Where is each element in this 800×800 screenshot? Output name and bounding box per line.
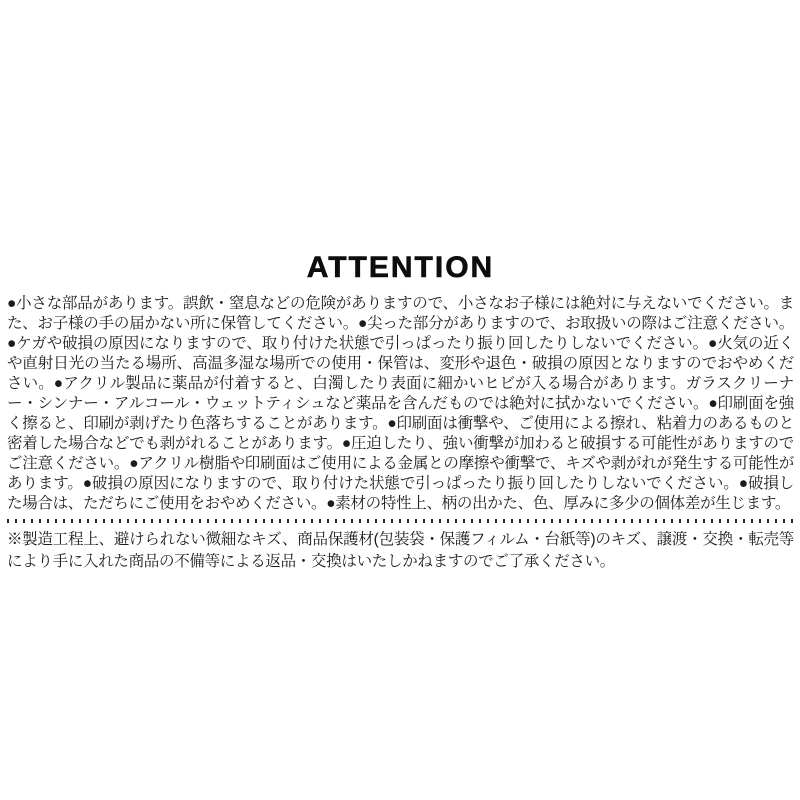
dotted-divider: [7, 519, 794, 523]
warning-bullet-text: ●小さな部品があります。誤飲・窒息などの危険がありますので、小さなお子様には絶対に与えないでください。また、お子様の手の届かない所に保管してください。●尖った部分がありますので、お取扱いの際はご注意ください。●ケガや破損の原因になりますので、取り付けた状態で引っぱったり振り回したりしないでください。●火気の近くや直射日光の当たる場所、高温多湿な場所での使用・保管は、変形や退色・破損の原因となりますのでおやめください。●アクリル製品に薬品が付着すると、白濁したり表面に細かいヒビが入る場合があります。ガラスクリーナー・シンナー・アルコール・ウェットティシュなど薬品を含んだものでは絶対に拭かないでください。●印刷面を強く擦ると、印刷が剥げたり色落ちすることがあります。●印刷面は衝撃や、ご使用による擦れ、粘着力のあるものと密着した場合などでも剥がれることがあります。●圧迫したり、強い衝撃が加わると破損する可能性がありますのでご注意ください。●アクリル樹脂や印刷面はご使用による金属との摩擦や衝撃で、キズや剥がれが発生する可能性があります。●破損の原因になりますので、取り付けた状態で引っぱったり振り回したりしないでください。●破損した場合は、ただちにご使用をおやめください。●素材の特性上、柄の出かた、色、厚みに多少の個体差が生じます。: [7, 295, 794, 512]
disclaimer-footnote: ※製造工程上、避けられない微細なキズ、商品保護材(包装袋・保護フィルム・台紙等)のキズ、譲渡・交換・転売等により手に入れた商品の不備等による返品・交換はいたしかねますのでご了承ください。: [7, 531, 794, 570]
page-title: ATTENTION: [306, 251, 495, 284]
attention-notice: [7, 253, 794, 573]
